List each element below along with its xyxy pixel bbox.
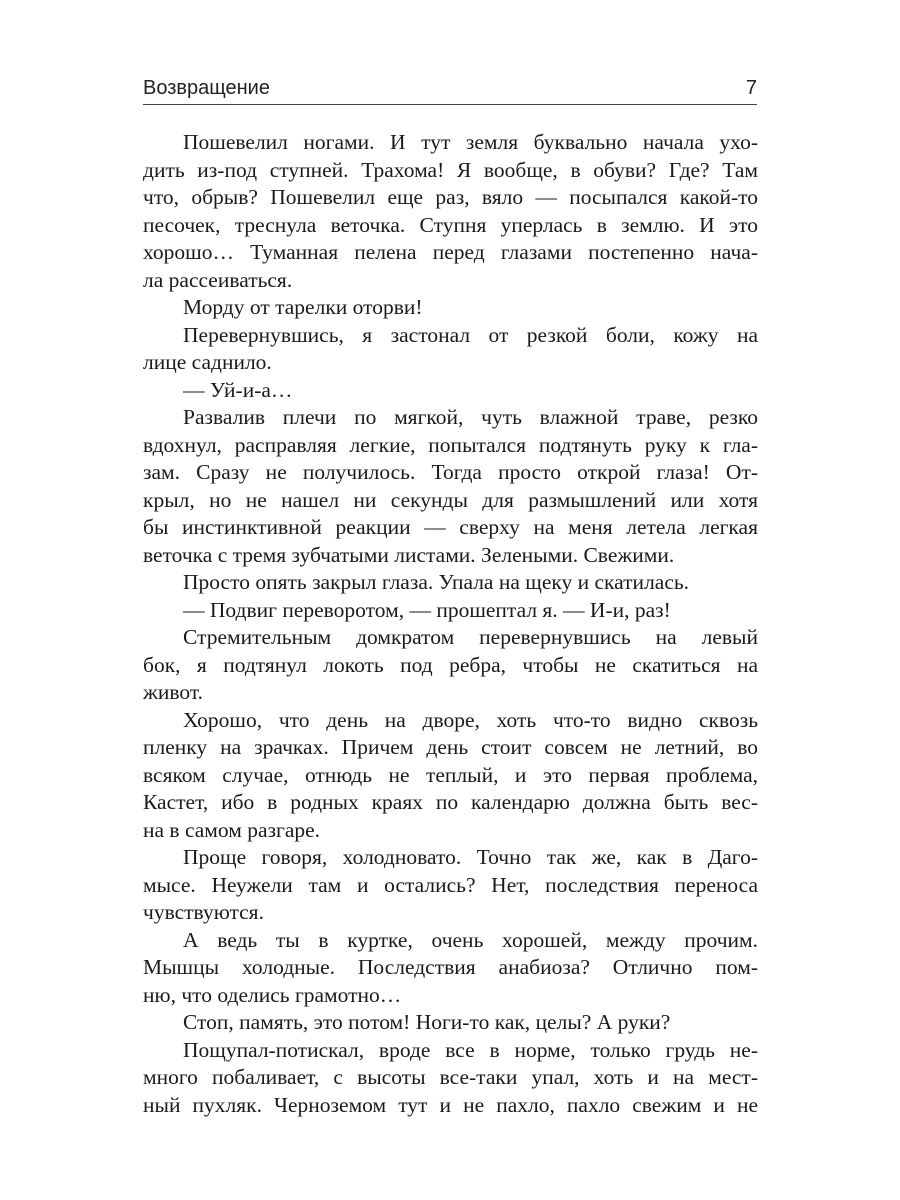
text-line: Перевернувшись, я застонал от резкой боли, кожу на [183,322,758,347]
text-line: бок, я подтянул локоть под ребра, чтобы не скатиться на [143,652,758,677]
text-line: ла рассеиваться. [143,267,293,292]
text-line: вдохнул, расправляя легкие, попытался подтянуть руку к гла- [143,432,758,457]
text-line: Мышцы холодные. Последствия анабиоза? Отлично пом- [143,955,758,979]
text-line: бы инстинктивной реакции — сверху на меня летела легкая [143,515,758,539]
text-line: Морду от тарелки оторви! [183,295,423,319]
text-line: живот. [143,680,203,704]
text-line: дить из-под ступней. Трахома! Я вообще, в обуви? Где? Там [143,157,758,182]
text-line: много побаливает, с высоты все-таки упал, хоть и на мест- [143,1065,758,1089]
running-head [143,76,757,105]
text-line: на в самом разгаре. [143,817,321,842]
body-text [143,129,758,1119]
text-line: ню, что оделись грамотно… [143,982,402,1007]
text-line: Хорошо, что день на дворе, хоть что-то видно сквозь [183,707,758,732]
text-line: Просто опять закрыл глаза. Упала на щеку и скатилась. [183,570,690,594]
text-line: Проще говоря, холодновато. Точно так же, как в Даго- [183,845,758,869]
text-line: А ведь ты в куртке, очень хорошей, между прочим. [183,927,758,952]
text-line: что, обрыв? Пошевелил еще раз, вяло — посыпался какой-то [143,185,758,209]
text-line: — Уй-и-а… [183,377,293,402]
text-line: ный пухляк. Черноземом тут и не пахло, пахло свежим и не [143,1092,758,1117]
text-line: Развалив плечи по мягкой, чуть влажной траве, резко [183,405,758,429]
text-line: крыл, но не нашел ни секунды для размышлений или хотя [143,487,758,512]
text-line: Кастет, ибо в родных краях по календарю должна быть вес- [143,790,758,814]
text-line: — Подвиг переворотом, — прошептал я. — И-и, раз! [183,597,671,622]
text-line: лице саднило. [143,350,272,374]
text-line: песочек, треснула веточка. Ступня уперлась в землю. И это [143,212,758,237]
text-line: Пошевелил ногами. И тут земля буквально начала ухо- [183,130,758,154]
text-line: Пощупал-потискал, вроде все в норме, только грудь не- [183,1037,758,1062]
text-line: зам. Сразу не получилось. Тогда просто открой глаза! От- [143,460,758,484]
text-line: Стоп, память, это потом! Ноги-то как, целы? А руки? [183,1010,671,1034]
text-line: хорошо… Туманная пелена перед глазами постепенно нача- [143,240,758,264]
text-line: мысе. Неужели там и остались? Нет, последствия переноса [143,872,758,897]
text-line: чувствуются. [143,900,264,924]
chapter-title: Возвращение [143,77,270,99]
page-number: 7 [745,77,757,99]
text-line: пленку на зрачках. Причем день стоит совсем не летний, во [143,735,758,759]
text-line: веточка с тремя зубчатыми листами. Зелеными. Свежими. [143,542,675,567]
text-line: Стремительным домкратом перевернувшись на левый [183,625,758,649]
text-line: всяком случае, отнюдь не теплый, и это первая проблема, [143,762,758,787]
